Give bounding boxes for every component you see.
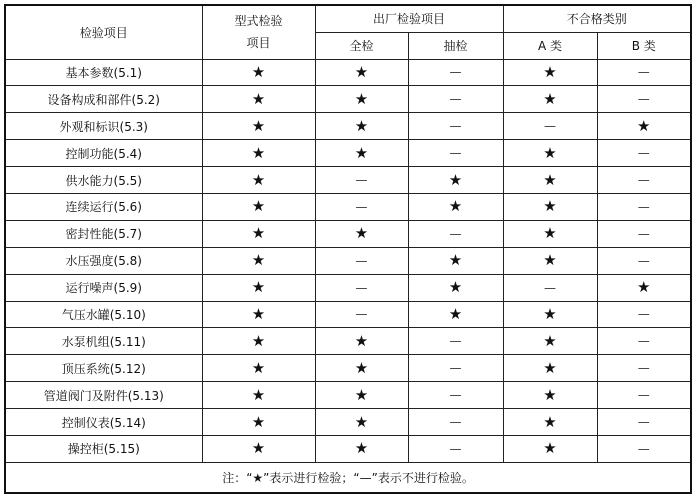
cell-item: 运行噪声(5.9) [5,274,202,301]
table-row [5,140,691,167]
table-row [5,113,691,140]
dash-mark-icon: — [597,409,691,436]
star-mark-icon: ★ [202,301,315,328]
dash-mark-icon: — [597,140,691,167]
star-mark-icon: ★ [597,274,691,301]
star-mark-icon: ★ [315,220,408,247]
star-mark-icon: ★ [503,435,597,462]
star-mark-icon: ★ [202,193,315,220]
header-class-b: B 类 [597,32,691,59]
cell-item: 控制仪表(5.14) [5,409,202,436]
dash-mark-icon: — [597,220,691,247]
dash-mark-icon: — [503,113,597,140]
cell-item: 水泵机组(5.11) [5,328,202,355]
star-mark-icon: ★ [315,113,408,140]
table-row [5,355,691,382]
dash-mark-icon: — [408,59,503,86]
cell-item: 顶压系统(5.12) [5,355,202,382]
header-type-test [202,5,315,59]
inspection-table [4,4,692,494]
table-row [5,86,691,113]
dash-mark-icon: — [408,328,503,355]
table-row [5,328,691,355]
dash-mark-icon: — [408,140,503,167]
star-mark-icon: ★ [408,193,503,220]
cell-item: 连续运行(5.6) [5,193,202,220]
star-mark-icon: ★ [503,86,597,113]
table-row [5,193,691,220]
star-mark-icon: ★ [597,113,691,140]
cell-item: 外观和标识(5.3) [5,113,202,140]
cell-item: 水压强度(5.8) [5,247,202,274]
dash-mark-icon: — [597,435,691,462]
star-mark-icon: ★ [315,409,408,436]
star-mark-icon: ★ [202,220,315,247]
dash-mark-icon: — [315,193,408,220]
cell-item: 气压水罐(5.10) [5,301,202,328]
star-mark-icon: ★ [202,59,315,86]
star-mark-icon: ★ [408,301,503,328]
dash-mark-icon: — [503,274,597,301]
star-mark-icon: ★ [202,113,315,140]
dash-mark-icon: — [315,301,408,328]
star-mark-icon: ★ [202,167,315,194]
star-mark-icon: ★ [503,355,597,382]
star-mark-icon: ★ [315,140,408,167]
header-factory-test: 出厂检验项目 [315,5,503,32]
header-nonconformity: 不合格类别 [503,5,691,32]
star-mark-icon: ★ [202,140,315,167]
table-row [5,274,691,301]
star-mark-icon: ★ [408,167,503,194]
table-row [5,301,691,328]
dash-mark-icon: — [408,220,503,247]
dash-mark-icon: — [408,113,503,140]
star-mark-icon: ★ [503,409,597,436]
star-mark-icon: ★ [503,167,597,194]
star-mark-icon: ★ [202,409,315,436]
star-mark-icon: ★ [315,435,408,462]
dash-mark-icon: — [597,193,691,220]
star-mark-icon: ★ [408,274,503,301]
star-mark-icon: ★ [503,220,597,247]
dash-mark-icon: — [408,382,503,409]
header-full: 全检 [315,32,408,59]
cell-item: 设备构成和部件(5.2) [5,86,202,113]
star-mark-icon: ★ [503,382,597,409]
star-mark-icon: ★ [202,382,315,409]
star-mark-icon: ★ [315,86,408,113]
dash-mark-icon: — [597,167,691,194]
cell-item: 管道阀门及附件(5.13) [5,382,202,409]
cell-item: 密封性能(5.7) [5,220,202,247]
star-mark-icon: ★ [408,247,503,274]
cell-item: 供水能力(5.5) [5,167,202,194]
star-mark-icon: ★ [202,86,315,113]
cell-item: 基本参数(5.1) [5,59,202,86]
star-mark-icon: ★ [315,59,408,86]
star-mark-icon: ★ [202,355,315,382]
table-row [5,435,691,462]
table-row [5,382,691,409]
star-mark-icon: ★ [202,435,315,462]
star-mark-icon: ★ [503,59,597,86]
star-mark-icon: ★ [503,328,597,355]
header-class-a: A 类 [503,32,597,59]
star-mark-icon: ★ [503,301,597,328]
dash-mark-icon: — [315,167,408,194]
dash-mark-icon: — [315,247,408,274]
header-type-test-label: 型式检验项目 [234,14,283,51]
dash-mark-icon: — [408,435,503,462]
table-note: 注：“★”表示进行检验；“—”表示不进行检验。 [5,462,691,493]
dash-mark-icon: — [597,247,691,274]
table-row [5,409,691,436]
star-mark-icon: ★ [202,328,315,355]
table-row [5,167,691,194]
star-mark-icon: ★ [202,274,315,301]
dash-mark-icon: — [408,409,503,436]
table-row [5,247,691,274]
star-mark-icon: ★ [315,355,408,382]
dash-mark-icon: — [597,59,691,86]
dash-mark-icon: — [315,274,408,301]
star-mark-icon: ★ [315,382,408,409]
table-row [5,220,691,247]
star-mark-icon: ★ [503,140,597,167]
star-mark-icon: ★ [315,328,408,355]
dash-mark-icon: — [597,301,691,328]
star-mark-icon: ★ [202,247,315,274]
header-sample: 抽检 [408,32,503,59]
cell-item: 控制功能(5.4) [5,140,202,167]
table-body [5,59,691,462]
star-mark-icon: ★ [503,193,597,220]
dash-mark-icon: — [597,355,691,382]
star-mark-icon: ★ [503,247,597,274]
dash-mark-icon: — [597,86,691,113]
dash-mark-icon: — [408,86,503,113]
cell-item: 操控柜(5.15) [5,435,202,462]
dash-mark-icon: — [597,328,691,355]
table-row [5,59,691,86]
dash-mark-icon: — [408,355,503,382]
header-item: 检验项目 [5,5,202,59]
dash-mark-icon: — [597,382,691,409]
